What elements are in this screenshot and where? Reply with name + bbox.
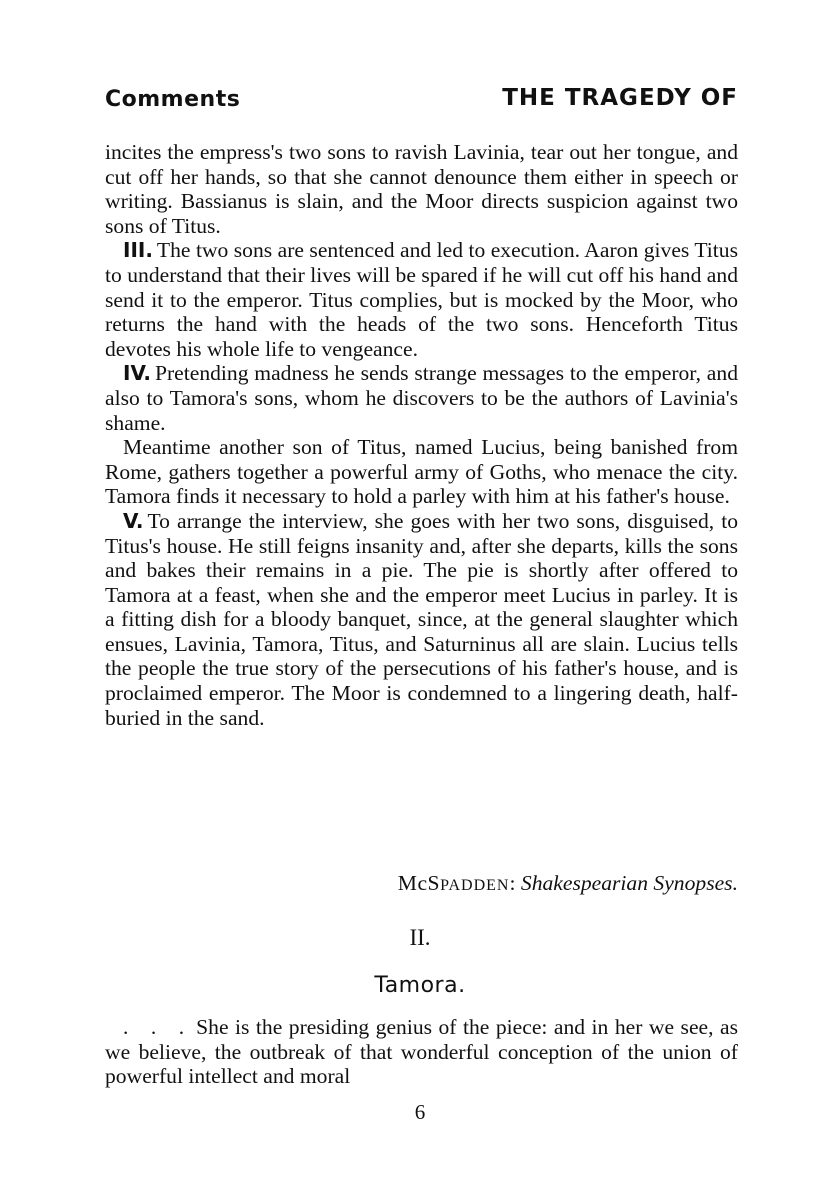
citation-author — [398, 871, 510, 895]
section-number: II. — [409, 925, 431, 950]
citation-author-rest: PADDEN — [440, 877, 510, 894]
running-head-right: THE TRAGEDY OF — [502, 85, 738, 111]
essay-text: She is the presiding genius of the piece: and in her we see, as we believe, the outbreak of that wonderful conception of the union of powerful intellect and moral — [105, 1015, 738, 1089]
citation-work: Shakespearian Synopses. — [520, 871, 738, 895]
running-head-left: Comments — [105, 87, 241, 112]
essay-body — [105, 1015, 738, 1089]
synopsis-body — [105, 140, 738, 730]
essay-paragraph — [105, 1015, 738, 1089]
act-three-text: The two sons are sentenced and led to execution. Aaron gives Titus to understand that their lives will be spared if he will cut off his hand and send it to the emperor. Titus complies, but is mocked by the Moor, who returns the hand with the heads of the two sons. Henceforth Titus devotes his whole life to vengeance. — [105, 238, 738, 361]
act-five-paragraph — [105, 509, 738, 730]
essay-ellipsis: . . . — [123, 1015, 193, 1039]
section-title: Tamora. — [374, 973, 466, 998]
running-head — [105, 82, 738, 122]
act-four-text: Pretending madness he sends strange messages to the emperor, and also to Tamora's sons, whom he discovers to be the authors of Lavinia's shame. — [105, 361, 738, 435]
page-number: 6 — [414, 1100, 426, 1124]
meantime-paragraph: Meantime another son of Titus, named Lucius, being banished from Rome, gathers together a powerful army of Goths, who menace the city. Tamora finds it necessary to hold a parley with him at his father's house. — [105, 435, 738, 509]
synopsis-continuation: incites the empress's two sons to ravish Lavinia, tear out her tongue, and cut off her hands, so that she cannot denounce them either in speech or writing. Bassianus is slain, and the Moor directs suspicion against two sons of Titus. — [105, 140, 738, 238]
act-five-numeral: V. — [123, 508, 144, 533]
act-three-numeral: III. — [123, 238, 153, 263]
act-three-paragraph — [105, 238, 738, 361]
act-five-text: To arrange the interview, she goes with her two sons, disguised, to Titus's house. He still feigns insanity and, after she departs, kills the sons and bakes their remains in a pie. The pie is shortly after offered to Tamora at a feast, when she and the emperor meet Lucius in parley. It is a fitting dish for a bloody banquet, since, at the general slaughter which ensues, Lavinia, Tamora, Titus, and Saturninus all are slain. Lucius tells the people the true story of the persecutions of his father's house, and is proclaimed emperor. The Moor is condemned to a lingering death, half-buried in the sand. — [105, 508, 738, 730]
act-four-paragraph — [105, 361, 738, 435]
citation-author-initial: McS — [397, 871, 441, 895]
act-four-numeral: IV. — [123, 361, 151, 386]
citation-separator: : — [509, 871, 516, 895]
citation — [398, 871, 738, 896]
